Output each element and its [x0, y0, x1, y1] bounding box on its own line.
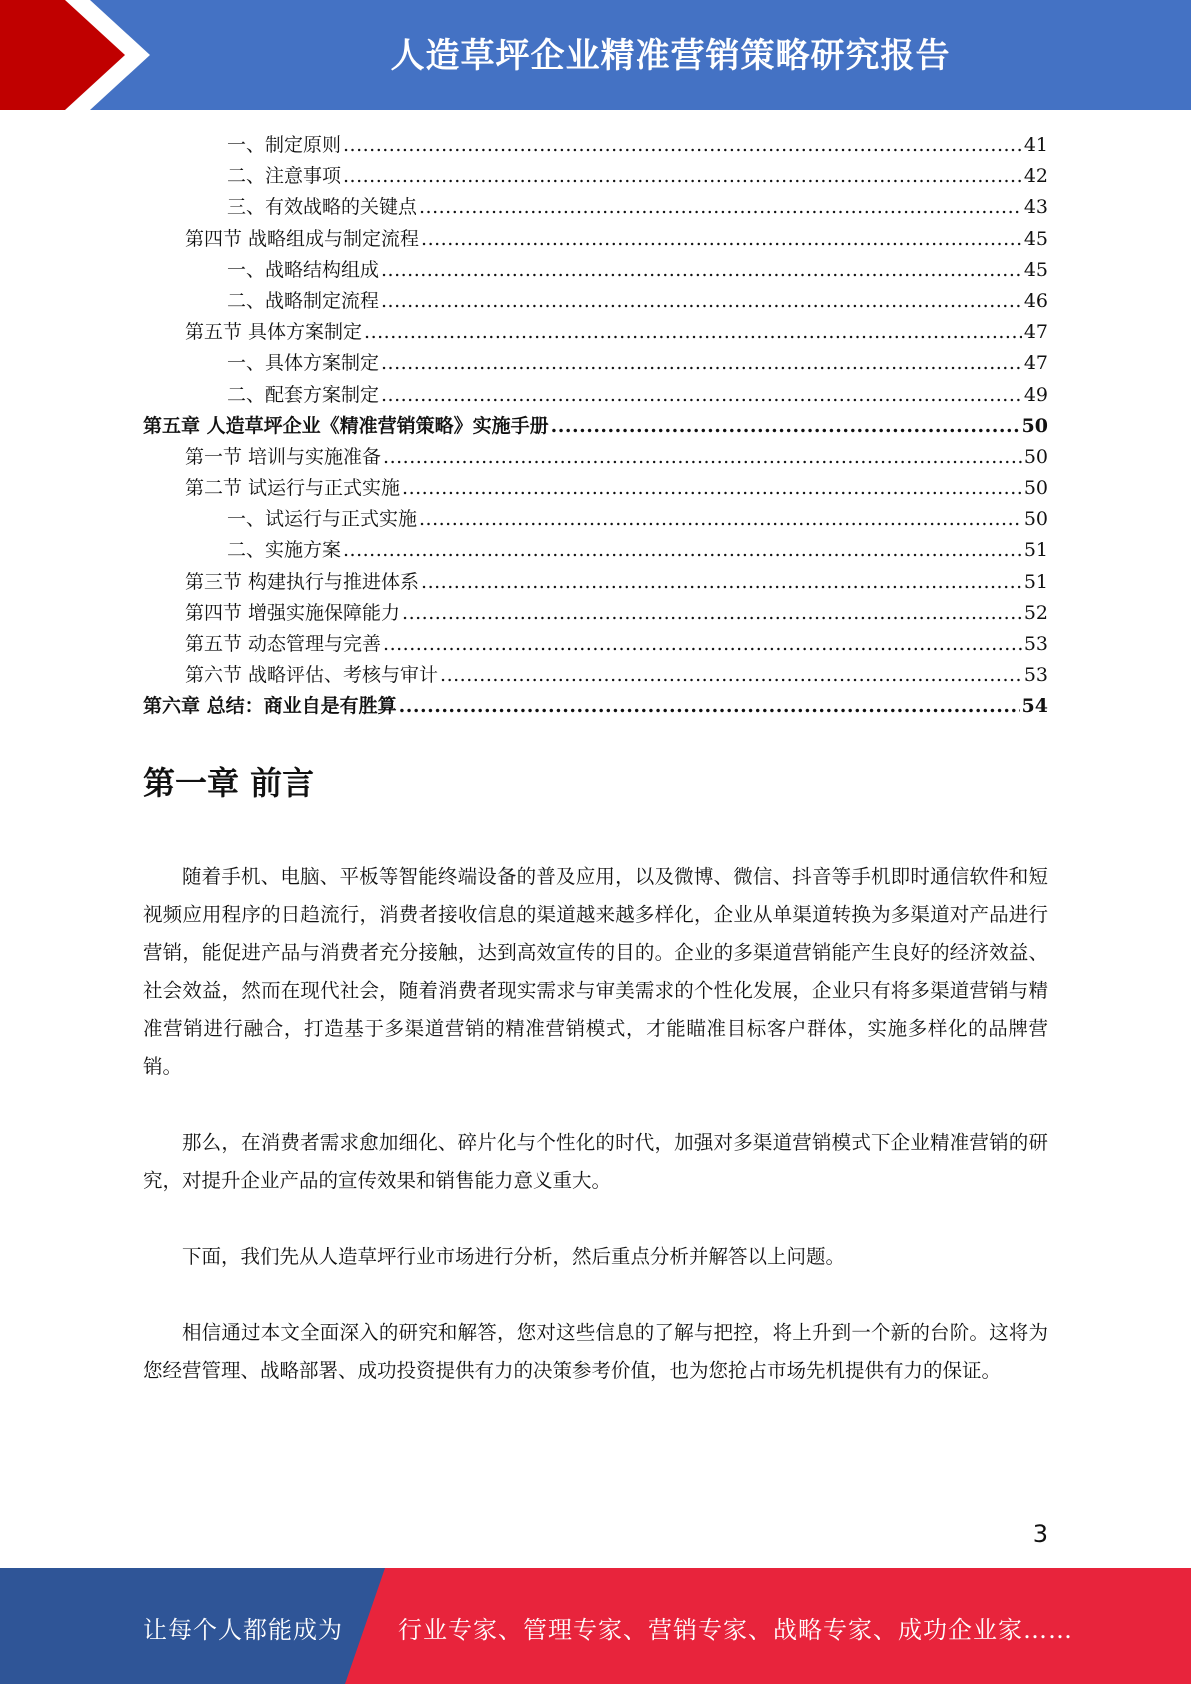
toc-entry[interactable]: [143, 473, 1048, 504]
toc-dot-leader: [419, 504, 1022, 535]
toc-entry[interactable]: [143, 629, 1048, 660]
toc-entry-label: 第二节 试运行与正式实施: [185, 477, 401, 500]
toc-dot-leader: [381, 380, 1022, 411]
toc-dot-leader: [421, 224, 1022, 255]
paragraph: 随着手机、电脑、平板等智能终端设备的普及应用，以及微博、微信、抖音等手机即时通信软件和短视频应用程序的日趋流行，消费者接收信息的渠道越来越多样化，企业从单渠道转换为多渠道对产品进行营销，能促进产品与消费者充分接触，达到高效宣传的目的。企业的多渠道营销能产生良好的经济效益、社会效益，然而在现代社会，随着消费者现实需求与审美需求的个性化发展，企业只有将多渠道营销与精准营销进行融合，打造基于多渠道营销的精准营销模式，才能瞄准目标客户群体，实施多样化的品牌营销。: [143, 865, 1048, 1078]
toc-entry-page: 45: [1023, 227, 1048, 250]
toc-entry-label: 一、制定原则: [227, 134, 342, 156]
toc-entry-label: 二、配套方案制定: [227, 383, 380, 406]
toc-entry-page: 52: [1023, 601, 1048, 624]
toc-entry-label: 第五节 动态管理与完善: [185, 633, 382, 655]
toc-entry[interactable]: [143, 380, 1048, 411]
toc-entry[interactable]: [143, 567, 1048, 598]
paragraph: 相信通过本文全面深入的研究和解答，您对这些信息的了解与把控，将上升到一个新的台阶。这将为您经营管理、战略部署、成功投资提供有力的决策参考价值，也为您抢占市场先机提供有力的保证。: [143, 1321, 1048, 1382]
toc-entry[interactable]: [143, 130, 1048, 161]
toc-dot-leader: [381, 255, 1022, 286]
toc-entry-page: 51: [1023, 570, 1048, 593]
toc-entry[interactable]: [143, 504, 1048, 535]
toc-entry-label: 第六章 总结：商业自是有胜算: [143, 695, 397, 718]
toc-entry[interactable]: [143, 442, 1048, 473]
toc-entry-label: 第六节 战略评估、考核与审计: [185, 664, 439, 687]
toc-entry-page: 50: [1023, 477, 1048, 500]
toc-entry-label: 第一节 培训与实施准备: [185, 445, 382, 468]
report-title: 人造草坪企业精准营销策略研究报告: [390, 36, 951, 76]
toc-entry[interactable]: [143, 192, 1048, 223]
toc-entry[interactable]: [143, 317, 1048, 348]
toc-dot-leader: [399, 691, 1020, 722]
toc-entry[interactable]: [143, 224, 1048, 255]
toc-entry-page: 50: [1021, 414, 1048, 437]
toc-entry-label: 二、实施方案: [227, 539, 342, 562]
toc-dot-leader: [419, 192, 1022, 223]
page-number: 3: [1032, 1520, 1048, 1548]
toc-entry-page: 53: [1023, 633, 1048, 655]
toc-entry-page: 42: [1023, 165, 1048, 188]
toc-entry-page: 47: [1023, 321, 1048, 344]
toc-entry-page: 50: [1023, 445, 1048, 468]
toc-entry-label: 第五章 人造草坪企业《精准营销策略》实施手册: [143, 414, 549, 437]
toc-dot-leader: [381, 286, 1022, 317]
toc-entry-label: 第四节 增强实施保障能力: [185, 601, 401, 624]
paragraph: 下面，我们先从人造草坪行业市场进行分析，然后重点分析并解答以上问题。: [182, 1245, 846, 1268]
toc-entry-page: 50: [1023, 508, 1048, 531]
toc-entry-label: 二、注意事项: [227, 165, 342, 188]
toc-entry-page: 41: [1023, 134, 1048, 156]
toc-entry-label: 第三节 构建执行与推进体系: [185, 570, 420, 593]
footer-slogan-right: 行业专家、管理专家、营销专家、战略专家、成功企业家……: [398, 1616, 1073, 1644]
report-header: [0, 0, 1191, 110]
chapter-title: 第一章 前言: [143, 764, 315, 802]
toc-entry-page: 45: [1023, 258, 1048, 281]
table-of-contents: [143, 130, 1048, 723]
toc-entry[interactable]: [143, 348, 1048, 379]
report-footer: [0, 1568, 1191, 1684]
toc-entry[interactable]: [143, 660, 1048, 691]
toc-entry[interactable]: [143, 161, 1048, 192]
toc-entry[interactable]: [143, 286, 1048, 317]
toc-entry-label: 二、战略制定流程: [227, 289, 380, 312]
toc-dot-leader: [440, 660, 1022, 691]
toc-entry-page: 46: [1023, 289, 1048, 312]
toc-entry-label: 一、试运行与正式实施: [227, 508, 418, 531]
toc-chapter-entry[interactable]: [143, 691, 1048, 722]
toc-entry-page: 49: [1023, 383, 1048, 406]
chapter-body: [143, 858, 1048, 1428]
toc-entry[interactable]: [143, 598, 1048, 629]
toc-dot-leader: [421, 567, 1022, 598]
toc-dot-leader: [343, 535, 1022, 566]
toc-entry-page: 54: [1021, 695, 1048, 718]
toc-entry-page: 47: [1023, 352, 1048, 375]
toc-entry-page: 43: [1023, 196, 1048, 219]
toc-entry-page: 53: [1023, 664, 1048, 687]
toc-entry[interactable]: [143, 255, 1048, 286]
toc-dot-leader: [383, 442, 1022, 473]
toc-entry[interactable]: [143, 535, 1048, 566]
toc-entry-label: 三、有效战略的关键点: [227, 196, 418, 219]
toc-entry-label: 第五节 具体方案制定: [185, 321, 363, 344]
toc-entry-label: 一、战略结构组成: [227, 258, 380, 281]
toc-chapter-entry[interactable]: [143, 411, 1048, 442]
toc-entry-label: 一、具体方案制定: [227, 352, 380, 375]
toc-entry-label: 第四节 战略组成与制定流程: [185, 227, 420, 250]
footer-slogan-left: 让每个人都能成为: [143, 1616, 343, 1644]
toc-dot-leader: [551, 411, 1020, 442]
paragraph: 那么，在消费者需求愈加细化、碎片化与个性化的时代，加强对多渠道营销模式下企业精准营销的研究，对提升企业产品的宣传效果和销售能力意义重大。: [143, 1131, 1048, 1192]
toc-dot-leader: [381, 348, 1022, 379]
toc-dot-leader: [383, 629, 1022, 660]
toc-dot-leader: [402, 598, 1022, 629]
toc-dot-leader: [343, 130, 1022, 161]
toc-dot-leader: [364, 317, 1022, 348]
header-arrow-decoration: [0, 0, 160, 110]
toc-dot-leader: [343, 161, 1022, 192]
toc-entry-page: 51: [1023, 539, 1048, 562]
toc-dot-leader: [402, 473, 1022, 504]
